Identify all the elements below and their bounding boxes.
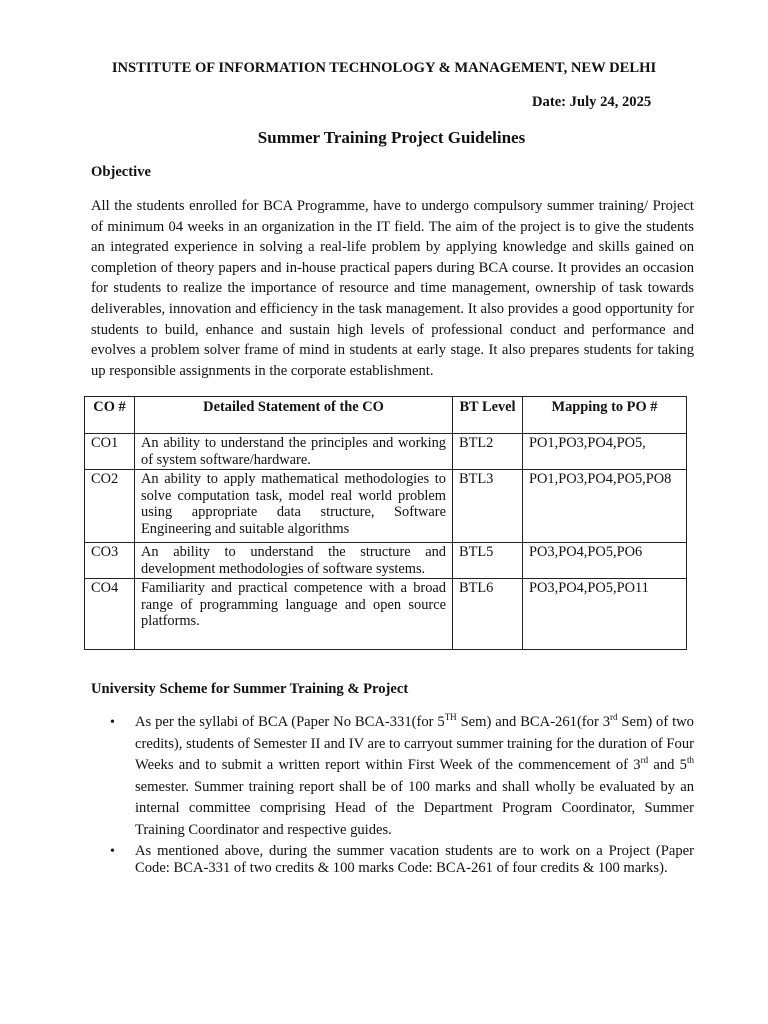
superscript: TH — [444, 712, 457, 723]
cell-bt: BTL6 — [453, 579, 523, 650]
cell-po: PO1,PO3,PO4,PO5, — [523, 434, 687, 470]
scheme-list — [91, 712, 694, 877]
text-segment: Sem) and BCA-261(for 3 — [456, 714, 610, 730]
cell-po: PO3,PO4,PO5,PO6 — [523, 543, 687, 579]
header-statement: Detailed Statement of the CO — [135, 397, 453, 434]
superscript: th — [686, 755, 694, 766]
text-segment: As per the syllabi of BCA (Paper No BCA-331(for 5 — [135, 714, 445, 730]
cell-bt: BTL2 — [453, 434, 523, 470]
cell-statement: An ability to understand the principles and working of system software/hardware. — [135, 434, 453, 470]
page-title: Summer Training Project Guidelines — [257, 128, 526, 147]
header-co: CO # — [85, 397, 135, 434]
document-date: Date: July 24, 2025 — [532, 94, 652, 110]
cell-co: CO3 — [85, 543, 135, 579]
superscript: rd — [610, 712, 618, 723]
cell-statement: An ability to apply mathematical methodologies to solve computation task, model real world problem using appropriate data structure, Software Engineering and suitable algorithms — [135, 470, 453, 543]
institute-name: INSTITUTE OF INFORMATION TECHNOLOGY & MANAGEMENT, NEW DELHI — [111, 60, 657, 76]
header-bt-level: BT Level — [453, 397, 523, 434]
cell-co: CO1 — [85, 434, 135, 470]
bullet-icon: • — [110, 844, 115, 859]
co-table — [84, 396, 687, 650]
superscript: rd — [640, 755, 649, 766]
table-row — [85, 434, 687, 470]
header-mapping: Mapping to PO # — [523, 397, 687, 434]
cell-po: PO3,PO4,PO5,PO11 — [523, 579, 687, 650]
text-segment: and 5 — [648, 757, 687, 773]
cell-statement: Familiarity and practical competence with a broad range of programming language and open source platforms. — [135, 579, 453, 650]
text-segment: As mentioned above, during the summer vacation students are to work on a Project (Paper Code: BCA-331 of two credits & 100 marks Code: BCA-261 of four credits & 100 marks). — [135, 843, 694, 876]
scheme-heading: University Scheme for Summer Training & Project — [91, 681, 409, 697]
table-row — [85, 579, 687, 650]
bullet-icon: • — [110, 715, 115, 730]
table-row — [85, 470, 687, 543]
cell-bt: BTL5 — [453, 543, 523, 579]
text-segment: semester. Summer training report shall be of 100 marks and shall wholly be evaluated by an internal committee comprising Head of the Department Program Coordinator, Summer Training Coordinator and respective guides. — [135, 778, 694, 838]
cell-po: PO1,PO3,PO4,PO5,PO8 — [523, 470, 687, 543]
text-segment: Sem) of two credits), students of Semester II and IV are to carryout summer training for the duration of Four Weeks and to submit a written report within First Week of the commencement of 3 — [135, 714, 694, 773]
cell-bt: BTL3 — [453, 470, 523, 543]
cell-co: CO2 — [85, 470, 135, 543]
objective-heading: Objective — [91, 164, 151, 180]
list-item — [91, 843, 694, 877]
cell-co: CO4 — [85, 579, 135, 650]
table-row — [85, 543, 687, 579]
list-item — [91, 712, 694, 841]
table-header-row — [85, 397, 687, 434]
objective-paragraph: All the students enrolled for BCA Programme, have to undergo compulsory summer training/ Project of minimum 04 weeks in an organization in the IT field. The aim of the project is to give the students an integrated experience in solving a real-life problem by applying knowledge and skills gained on completion of theory papers and in-house practical papers during BCA course. It provides an occasion for students to realize the importance of resource and time management, ownership of task towards deliverables, innovation and efficiency in the task management. It also provides a good opportunity for students to build, enhance and sustain high levels of professional conduct and performance and evolves a problem solver frame of mind in students at early stage. It also prepares students for taking up responsible assignments in the corporate establishment. — [91, 198, 694, 379]
cell-statement: An ability to understand the structure and development methodologies of software systems. — [135, 543, 453, 579]
